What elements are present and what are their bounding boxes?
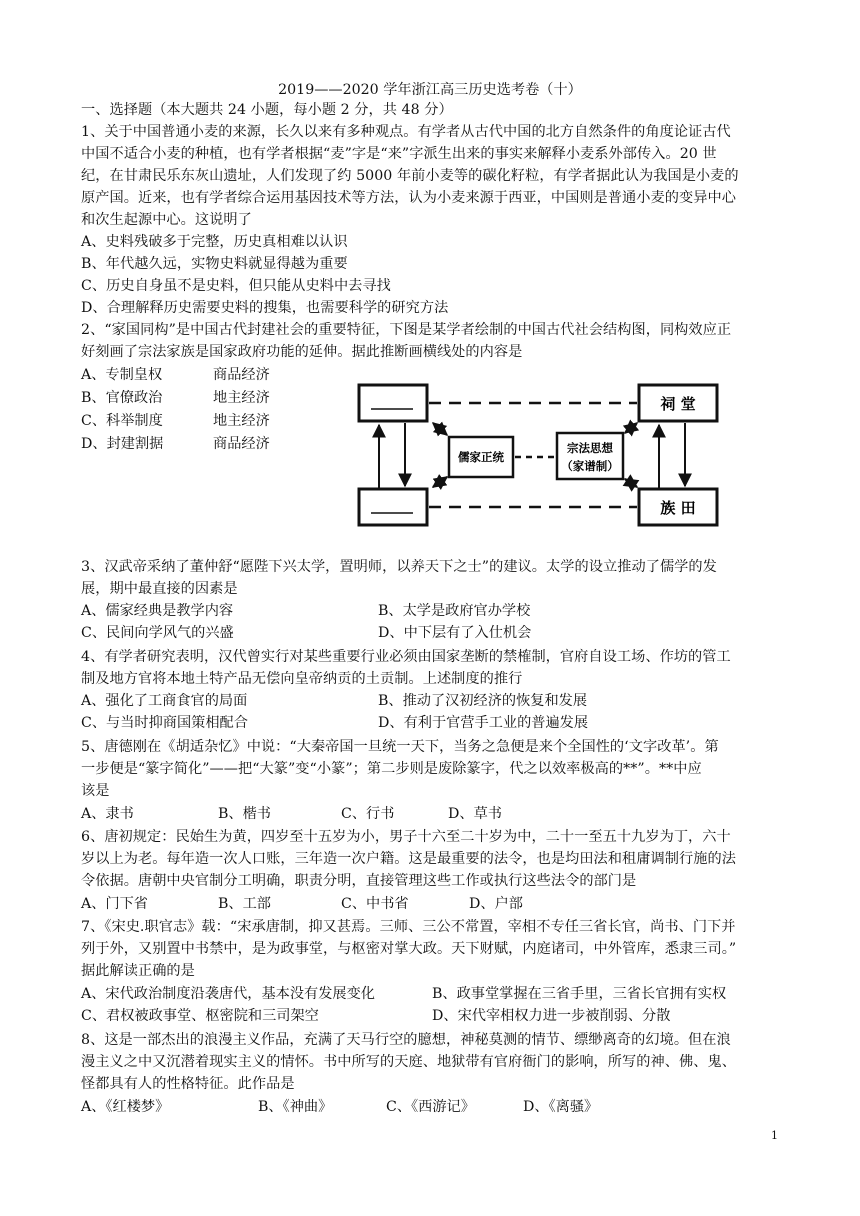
q1-option-a: A、史料残破多于完整，历史真相难以认识: [81, 234, 348, 250]
q2-stem-line: 2、“家国同构”是中国古代封建社会的重要特征，下图是某学者绘制的中国古代社会结构图，同构效应正: [81, 322, 732, 338]
q1-option-d: D、合理解释历史需要史料的搜集，也需要科学的研究方法: [81, 300, 449, 316]
q8-option-c: C、《西游记》: [386, 1099, 475, 1115]
q1-option-c: C、历史自身虽不是史料，但只能从史料中去寻找: [81, 278, 391, 294]
q5-option-c: C、行书: [341, 806, 395, 822]
q3-option-b: B、太学是政府官办学校: [378, 603, 531, 619]
q3-option-d: D、中下层有了入仕机会: [378, 625, 532, 641]
q8-option-a: A、《红楼梦》: [81, 1099, 170, 1115]
q4-option-c: C、与当时抑商国策相配合: [81, 715, 248, 731]
clan-thought-label: 宗法思想: [567, 441, 613, 455]
q3-option-a: A、儒家经典是教学内容: [81, 603, 234, 619]
page-number: 1: [771, 1129, 778, 1142]
q5-stem-line: 该是: [81, 783, 110, 799]
ancestral-hall-label: 祠 堂: [660, 395, 696, 413]
q1-stem-line: 原产国。近来，也有学者综合运用基因技术等方法，认为小麦来源于西亚，中国则是普通小麦的变异中心: [81, 190, 736, 206]
q7-stem-line: 7、《宋史.职官志》载：“宋承唐制，抑又甚焉。三师、三公不常置，宰相不专任三省长官，尚书、门下并: [81, 919, 736, 935]
q6-option-a: A、门下省: [81, 896, 148, 912]
blank-box-bottom: [359, 489, 427, 525]
q2-stem-line: 好刻画了宗法家族是国家政府功能的延伸。据此推断画横线处的内容是: [81, 344, 523, 360]
q5-option-a: A、隶书: [81, 806, 134, 822]
q3-option-c: C、民间向学风气的兴盛: [81, 625, 234, 641]
q7-option-a: A、宋代政治制度沿袭唐代，基本没有发展变化: [81, 986, 375, 1002]
q1-stem-line: 中国不适合小麦的种植，也有学者根据“麦”字是“来”字派生出来的事实来解释小麦系外部传入。20 世: [81, 146, 717, 162]
q2-option-a: A、专制皇权: [81, 367, 163, 383]
q1-stem-line: 和次生起源中心。这说明了: [81, 212, 252, 228]
q7-stem-line: 列于外，又别置中书禁中，是为政事堂，与枢密对掌大政。天下财赋，内庭诸司，中外管库，悉隶三司。”: [81, 941, 737, 957]
q5-option-b: B、楷书: [218, 806, 271, 822]
q5-stem-line: 5、唐德刚在《胡适杂忆》中说：“大秦帝国一旦统一天下，当务之急便是来个全国性的‘文字改革’。第: [81, 739, 719, 755]
q8-stem-line: 怪都具有人的性格特征。此作品是: [81, 1076, 295, 1092]
exam-title: 2019——2020 学年浙江高三历史选考卷（十）: [278, 82, 582, 98]
q4-option-b: B、推动了汉初经济的恢复和发展: [378, 693, 588, 709]
confucian-orthodoxy-label: 儒家正统: [458, 450, 504, 464]
section-heading: 一、选择题（本大题共 24 小题，每小题 2 分，共 48 分）: [81, 102, 453, 118]
q1-option-b: B、年代越久远，实物史料就显得越为重要: [81, 256, 348, 272]
q8-stem-line: 漫主义之中又沉潜着现实主义的情怀。书中所写的天庭、地狱带有官府衙门的影响，所写的神、佛、鬼、: [81, 1054, 736, 1070]
q5-option-d: D、草书: [448, 806, 502, 822]
society-structure-diagram: [355, 379, 725, 529]
q8-option-b: B、《神曲》: [258, 1099, 333, 1115]
q2-option-d-second: 商品经济: [213, 436, 270, 452]
q4-stem-line: 制及地方官将本地土特产品无偿向皇帝纳贡的土贡制。上述制度的推行: [81, 671, 523, 687]
q2-option-d: D、封建割据: [81, 436, 164, 452]
q6-stem-line: 岁以上为老。每年造一次人口账，三年造一次户籍。这是最重要的法令，也是均田法和租庸调制行施的法: [81, 851, 736, 867]
q7-option-b: B、政事堂掌握在三省手里，三省长官拥有实权: [432, 986, 727, 1002]
q4-stem-line: 4、有学者研究表明，汉代曾实行对某些重要行业必须由国家垄断的禁榷制，官府自设工场、作坊的管工: [81, 649, 731, 665]
q1-stem-line: 纪，在甘肃民乐东灰山遗址，人们发现了约 5000 年前小麦等的碳化籽粒，有学者据此认为我国是小麦的: [81, 168, 739, 184]
q5-stem-line: 一步便是“篆字简化”——把“大篆”变“小篆”；第二步则是废除篆字，代之以效率极高的**”。**中应: [81, 761, 702, 777]
q4-option-a: A、强化了工商食官的局面: [81, 693, 248, 709]
q2-option-b-second: 地主经济: [213, 390, 270, 406]
clan-thought-sublabel: （家谱制）: [561, 459, 619, 473]
q1-stem-line: 1、关于中国普通小麦的来源，长久以来有多种观点。有学者从古代中国的北方自然条件的角度论证古代: [81, 124, 731, 140]
clan-field-label: 族 田: [660, 499, 696, 517]
q6-option-b: B、工部: [218, 896, 271, 912]
q6-option-c: C、中书省: [341, 896, 409, 912]
q8-stem-line: 8、这是一部杰出的浪漫主义作品，充满了天马行空的臆想，神秘莫测的情节、缥缈离奇的幻境。但在浪: [81, 1032, 731, 1048]
q2-option-c: C、科举制度: [81, 413, 163, 429]
q6-stem-line: 6、唐初规定：民始生为黄，四岁至十五岁为小，男子十六至二十岁为中，二十一至五十九岁为丁，六十: [81, 829, 731, 845]
q7-stem-line: 据此解读正确的是: [81, 963, 195, 979]
q2-option-c-second: 地主经济: [213, 413, 270, 429]
q8-option-d: D、《离骚》: [523, 1099, 599, 1115]
blank-box-top: [359, 385, 427, 421]
q7-option-c: C、君权被政事堂、枢密院和三司架空: [81, 1008, 319, 1024]
q6-option-d: D、户部: [469, 896, 523, 912]
q7-option-d: D、宋代宰相权力进一步被削弱、分散: [432, 1008, 671, 1024]
q2-option-a-second: 商品经济: [213, 367, 270, 383]
q2-option-b: B、官僚政治: [81, 390, 163, 406]
q4-option-d: D、有利于官营手工业的普遍发展: [378, 715, 589, 731]
q3-stem-line: 3、汉武帝采纳了董仲舒“愿陛下兴太学，置明师，以养天下之士”的建议。太学的设立推动了儒学的发: [81, 559, 717, 575]
q3-stem-line: 展，期中最直接的因素是: [81, 581, 238, 597]
q6-stem-line: 令依据。唐朝中央官制分工明确，职责分明，直接管理这些工作或执行这些法令的部门是: [81, 873, 637, 889]
